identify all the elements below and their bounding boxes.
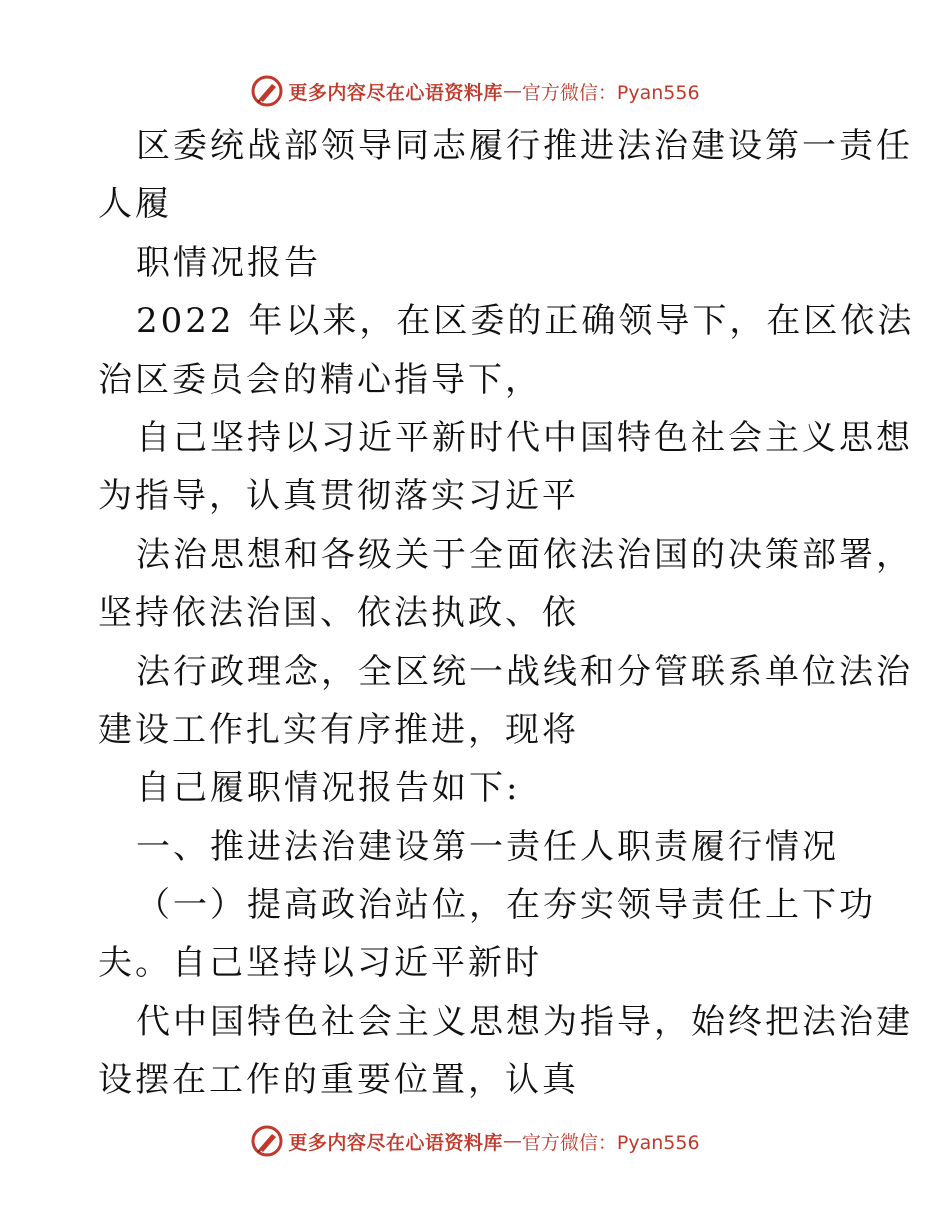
- watermark-separator: —: [502, 80, 522, 102]
- document-line: 法治思想和各级关于全面依法治国的决策部署，: [136, 534, 913, 575]
- watermark-contact: 官方微信：Pyan556: [521, 81, 700, 104]
- document-line: 建设工作扎实有序推进，现将: [98, 709, 579, 750]
- document-line: 代中国特色社会主义思想为指导，始终把法治建: [136, 1001, 913, 1042]
- document-line: 职情况报告: [136, 242, 321, 283]
- document-line: 为指导，认真贯彻落实习近平: [98, 476, 579, 517]
- watermark-brand: 更多内容尽在心语资料库: [288, 81, 503, 104]
- document-line: 区委统战部领导同志履行推进法治建设第一责任: [136, 126, 913, 166]
- watermark-contact: 官方微信：Pyan556: [521, 1131, 700, 1154]
- document-line: 自己坚持以习近平新时代中国特色社会主义思想: [136, 417, 913, 458]
- pen-logo-icon: [250, 1124, 284, 1158]
- document-line: 设摆在工作的重要位置，认真: [98, 1060, 579, 1101]
- document-line: （一）提高政治站位，在夯实领导责任上下功: [136, 885, 876, 926]
- document-line: 夫。自己坚持以习近平新时: [98, 943, 542, 984]
- header-watermark: [0, 71, 950, 111]
- watermark-brand: 更多内容尽在心语资料库: [288, 1131, 503, 1154]
- document-line: 坚持依法治国、依法执政、依: [98, 593, 579, 634]
- document-line: 一、推进法治建设第一责任人职责履行情况: [136, 826, 839, 867]
- document-line: 人履: [98, 184, 172, 225]
- document-line: 2022 年以来，在区委的正确领导下，在区依法: [136, 301, 915, 342]
- document-line: 治区委员会的精心指导下，: [98, 359, 542, 400]
- document-line: 法行政理念，全区统一战线和分管联系单位法治: [136, 651, 913, 692]
- pen-logo-icon: [250, 74, 284, 108]
- document-line: 自己履职情况报告如下:: [136, 768, 521, 809]
- document-body: [98, 117, 915, 1110]
- footer-watermark: [0, 1121, 950, 1161]
- watermark-separator: —: [502, 1130, 522, 1152]
